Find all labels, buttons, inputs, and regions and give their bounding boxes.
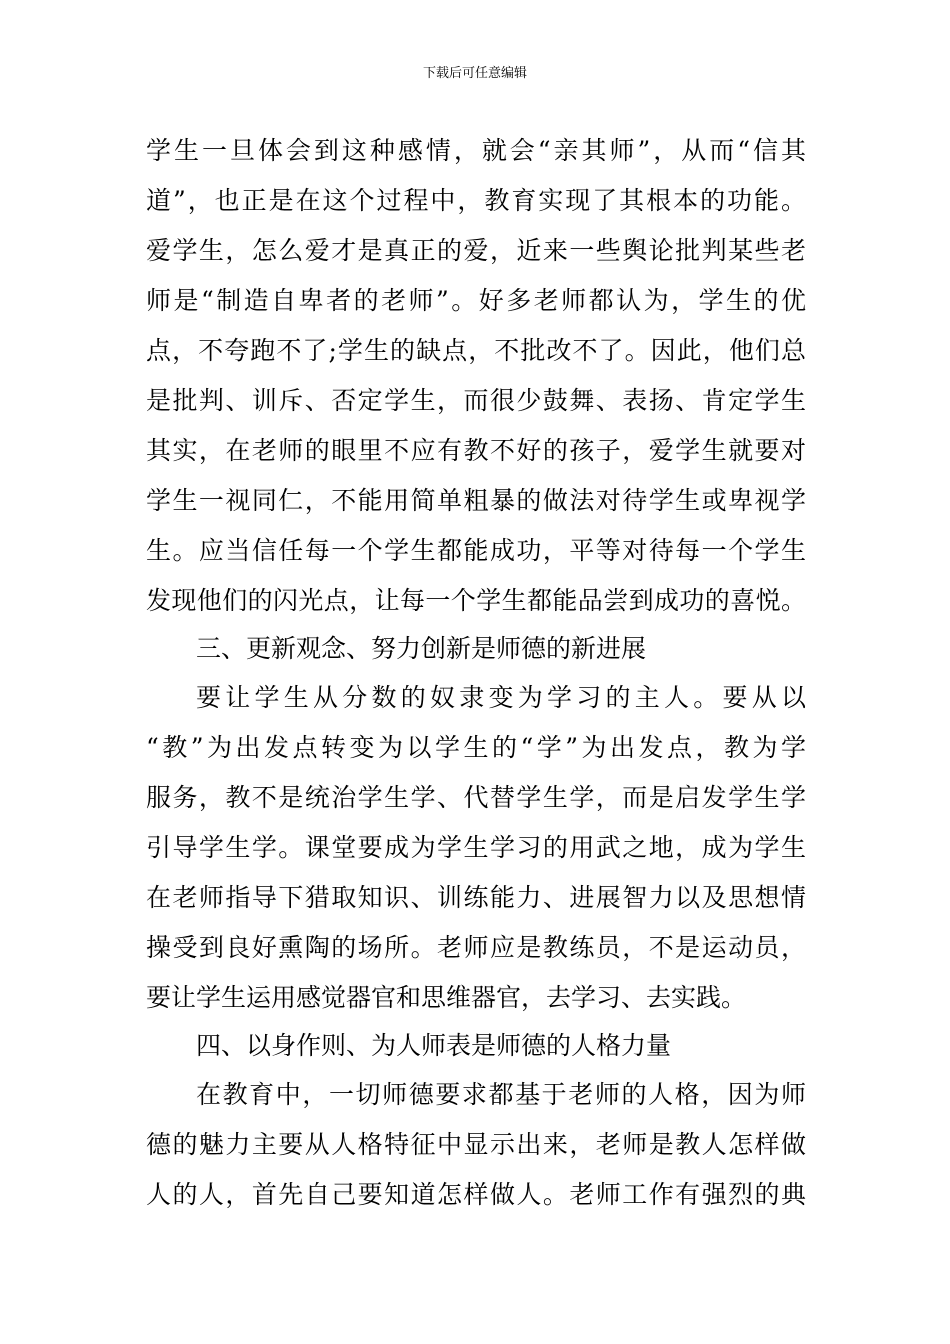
text-line: 在教育中，一切师德要求都基于老师的人格，因为师: [196, 1080, 806, 1109]
text-line: 在老师指导下猎取知识、训练能力、进展智力以及思想情: [146, 883, 806, 912]
text-line: 师是“制造自卑者的老师”。好多老师都认为，学生的优: [146, 286, 806, 315]
section-heading: 三、更新观念、努力创新是师德的新进展: [196, 634, 647, 663]
text-line: 德的魅力主要从人格特征中显示出来，老师是教人怎样做: [146, 1130, 806, 1159]
section-heading: 四、以身作则、为人师表是师德的人格力量: [196, 1031, 672, 1060]
page-header: 下载后可任意编辑: [422, 66, 527, 81]
text-line: 其实，在老师的眼里不应有教不好的孩子，爱学生就要对: [146, 436, 806, 465]
text-line: 爱学生，怎么爱才是真正的爱，近来一些舆论批判某些老: [146, 236, 806, 265]
text-line: 要让学生从分数的奴隶变为学习的主人。要从以: [196, 683, 806, 712]
text-line: 操受到良好熏陶的场所。老师应是教练员，不是运动员，: [146, 933, 806, 962]
text-line: “教”为出发点转变为以学生的“学”为出发点，教为学: [146, 733, 806, 762]
text-line: 点，不夸跑不了;学生的缺点，不批改不了。因此，他们总: [146, 336, 806, 365]
text-line: 要让学生运用感觉器官和思维器官，去学习、去实践。: [146, 983, 747, 1012]
text-line: 学生一视同仁，不能用简单粗暴的做法对待学生或卑视学: [146, 486, 806, 515]
text-line: 人的人，首先自己要知道怎样做人。老师工作有强烈的典: [146, 1180, 806, 1209]
text-line: 道”，也正是在这个过程中，教育实现了其根本的功能。: [146, 186, 806, 215]
text-line: 发现他们的闪光点，让每一个学生都能品尝到成功的喜悦。: [146, 586, 806, 615]
text-line: 学生一旦体会到这种感情，就会“亲其师”，从而“信其: [146, 136, 806, 165]
text-line: 引导学生学。课堂要成为学生学习的用武之地，成为学生: [146, 833, 806, 862]
text-line: 服务，教不是统治学生学、代替学生学，而是启发学生学: [146, 783, 806, 812]
text-line: 是批判、训斥、否定学生，而很少鼓舞、表扬、肯定学生: [146, 386, 806, 415]
text-line: 生。应当信任每一个学生都能成功，平等对待每一个学生: [146, 536, 806, 565]
